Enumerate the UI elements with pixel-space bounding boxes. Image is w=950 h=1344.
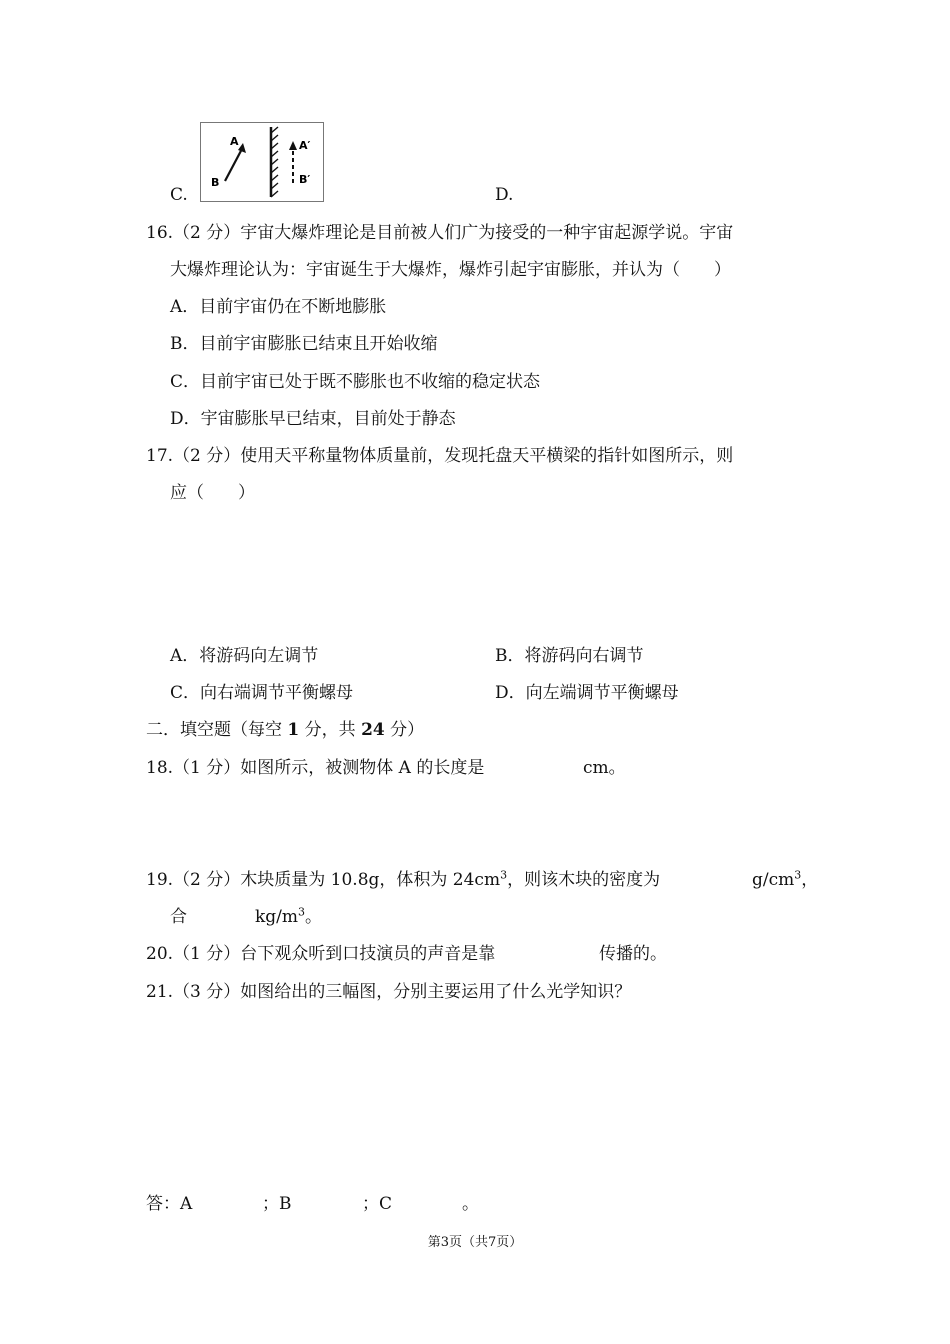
section2-suffix: 分）	[384, 720, 425, 740]
q16-option-a: A．目前宇宙仍在不断地膨胀	[170, 297, 387, 317]
mirror-figure	[200, 122, 324, 202]
section2-heading	[146, 719, 424, 741]
q16-option-d: D．宇宙膨胀早已结束，目前处于静态	[170, 409, 456, 429]
answer-b: ；B	[262, 1194, 292, 1214]
q16-option-c: C．目前宇宙已处于既不膨胀也不收缩的稳定状态	[170, 372, 541, 392]
q19-text1: 19.（2 分）木块质量为 10.8g，体积为 24cm	[146, 870, 501, 890]
q17-stem-line1: 17.（2 分）使用天平称量物体质量前，发现托盘天平横梁的指针如图所示，则	[146, 446, 734, 466]
label-a-prime: A′	[299, 139, 311, 152]
section2-points-each: 1	[287, 720, 300, 740]
q19-unit1-exponent: 3	[794, 868, 802, 882]
section2-points-total: 24	[361, 720, 385, 740]
q21-stem: 21.（3 分）如图给出的三幅图，分别主要运用了什么光学知识？	[146, 982, 632, 1002]
q19-unit1-tail: ，	[801, 870, 819, 890]
mirror-diagram	[201, 123, 323, 201]
page-footer: 第3页（共7页）	[427, 1235, 523, 1250]
q18-unit: cm。	[583, 758, 626, 778]
q19-unit2	[255, 906, 322, 928]
section2-middle: 分，共	[299, 720, 362, 740]
object-arrow-head	[238, 143, 246, 153]
label-b: B	[211, 176, 220, 189]
q16-stem-line1: 16.（2 分）宇宙大爆炸理论是目前被人们广为接受的一种宇宙起源学说。宇宙	[146, 223, 734, 243]
q19-unit2-tail: 。	[305, 907, 323, 927]
q19-text2: ，则该木块的密度为	[507, 870, 661, 890]
q17-option-c: C．向右端调节平衡螺母	[170, 683, 354, 703]
answer-prefix: 答：A	[146, 1194, 193, 1214]
q19-line2-prefix: 合	[170, 907, 187, 927]
section2-prefix: 二．填空题（每空	[146, 720, 288, 740]
q19-unit1-base: g/cm	[752, 870, 795, 890]
q17-stem-line2: 应（ ）	[170, 483, 255, 503]
q19-unit2-base: kg/m	[255, 907, 299, 927]
q20-tail: 传播的。	[599, 944, 667, 964]
q15-option-d-label: D.	[495, 185, 514, 205]
answer-end: 。	[462, 1194, 479, 1214]
q17-option-d: D．向左端调节平衡螺母	[495, 683, 679, 703]
q19-volume-exponent: 3	[500, 868, 508, 882]
answer-c: ；C	[362, 1194, 393, 1214]
q19-unit1	[752, 869, 818, 891]
object-arrow-ab	[225, 147, 243, 181]
q17-option-a: A．将游码向左调节	[170, 646, 319, 666]
q15-option-c-label: C.	[170, 185, 188, 205]
label-a: A	[230, 135, 239, 148]
q20-stem: 20.（1 分）台下观众听到口技演员的声音是靠	[146, 944, 496, 964]
q18-stem: 18.（1 分）如图所示，被测物体 A 的长度是	[146, 758, 485, 778]
q16-option-b: B．目前宇宙膨胀已结束且开始收缩	[170, 334, 438, 354]
q19-stem-line1	[146, 869, 660, 891]
q16-stem-line2: 大爆炸理论认为：宇宙诞生于大爆炸，爆炸引起宇宙膨胀，并认为（ ）	[170, 260, 731, 280]
image-arrow-head	[289, 141, 297, 150]
q17-option-b: B．将游码向右调节	[495, 646, 644, 666]
q19-unit2-exponent: 3	[298, 905, 306, 919]
label-b-prime: B′	[299, 173, 311, 186]
